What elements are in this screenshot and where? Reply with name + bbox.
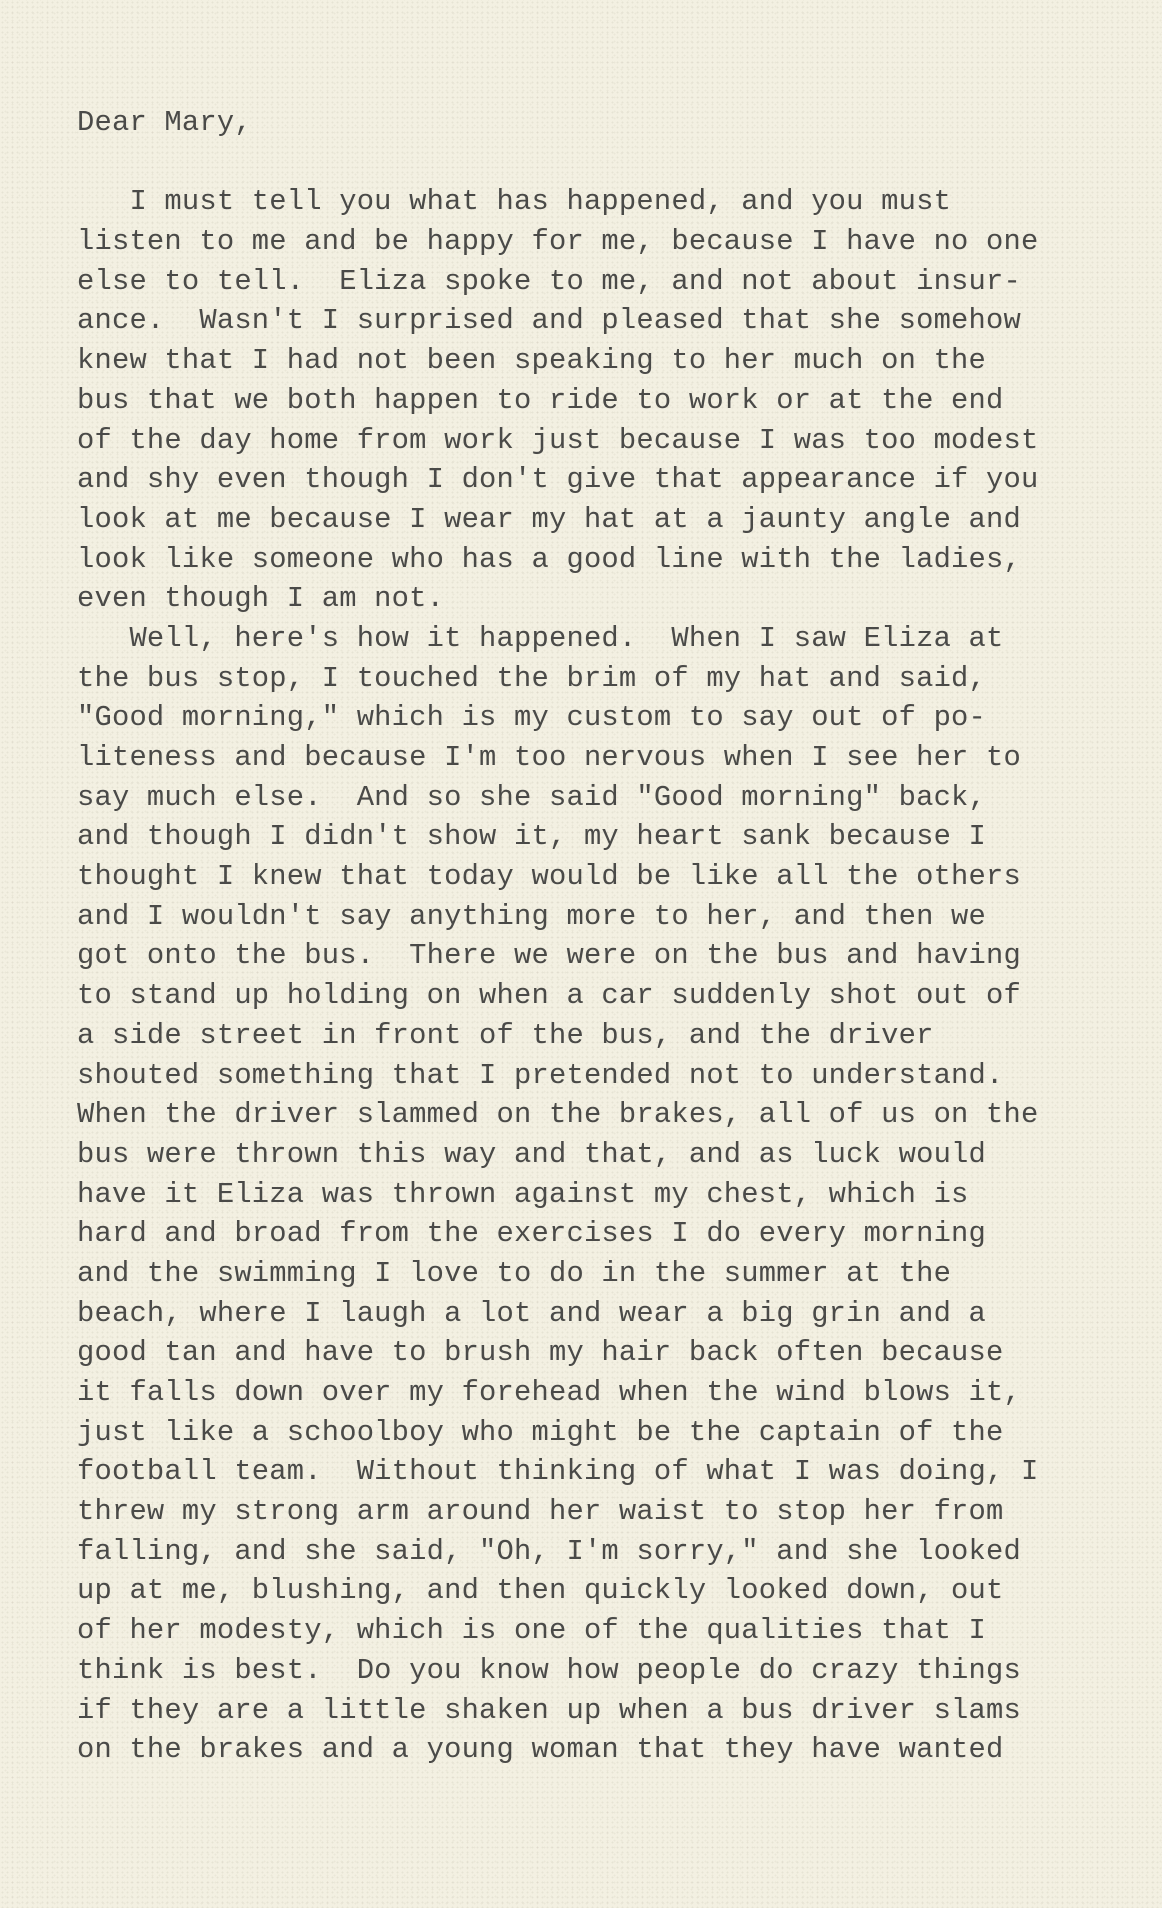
text-line: and shy even though I don't give that appearance if you — [77, 463, 1039, 497]
text-line: knew that I had not been speaking to her much on the — [77, 344, 987, 378]
text-line: even though I am not. — [77, 582, 445, 616]
text-line: bus that we both happen to ride to work or at the end — [77, 383, 1004, 417]
text-line: ance. Wasn't I surprised and pleased that she somehow — [77, 304, 1021, 338]
text-line: say much else. And so she said "Good morning" back, — [77, 780, 987, 814]
text-line: good tan and have to brush my hair back often because — [77, 1336, 1004, 1370]
text-line: "Good morning," which is my custom to say out of po- — [77, 701, 987, 735]
text-line: if they are a little shaken up when a bus driver slams — [77, 1693, 1021, 1727]
text-line: of her modesty, which is one of the qualities that I — [77, 1614, 987, 1648]
text-line: to stand up holding on when a car suddenly shot out of — [77, 979, 1021, 1013]
text-line: have it Eliza was thrown against my chest, which is — [77, 1177, 969, 1211]
text-line: look like someone who has a good line with the ladies, — [77, 542, 1021, 576]
text-line: When the driver slammed on the brakes, all of us on the — [77, 1098, 1039, 1132]
text-line: of the day home from work just because I was too modest — [77, 423, 1039, 457]
text-line: football team. Without thinking of what I was doing, I — [77, 1455, 1039, 1489]
text-line: just like a schoolboy who might be the captain of the — [77, 1415, 1004, 1449]
text-line: listen to me and be happy for me, because I have no one — [77, 225, 1039, 259]
text-line: hard and broad from the exercises I do every morning — [77, 1217, 987, 1251]
salutation: Dear Mary, — [77, 106, 252, 139]
text-line: thought I knew that today would be like all the others — [77, 860, 1021, 894]
text-line: shouted something that I pretended not to understand. — [77, 1058, 1004, 1092]
text-line: falling, and she said, "Oh, I'm sorry," and she looked — [77, 1534, 1021, 1568]
text-line: and I wouldn't say anything more to her, and then we — [77, 899, 987, 933]
text-line: up at me, blushing, and then quickly looked down, out — [77, 1574, 1004, 1608]
text-line: the bus stop, I touched the brim of my hat and said, — [77, 661, 987, 695]
text-line: bus were thrown this way and that, and as luck would — [77, 1137, 987, 1171]
text-line: and though I didn't show it, my heart sank because I — [77, 820, 987, 854]
text-line: liteness and because I'm too nervous when I see her to — [77, 741, 1021, 774]
text-line: beach, where I laugh a lot and wear a big grin and a — [77, 1296, 987, 1330]
text-line: on the brakes and a young woman that they have wanted — [77, 1733, 1004, 1767]
text-line: Well, here's how it happened. When I saw Eliza at — [77, 621, 1004, 655]
letter-body — [77, 103, 1117, 1770]
text-line: look at me because I wear my hat at a jaunty angle and — [77, 502, 1021, 536]
text-line: else to tell. Eliza spoke to me, and not about insur- — [77, 264, 1021, 298]
text-line: I must tell you what has happened, and you must — [77, 185, 952, 219]
letter-text — [77, 182, 1117, 1770]
text-line: it falls down over my forehead when the wind blows it, — [77, 1376, 1021, 1409]
text-line: think is best. Do you know how people do crazy things — [77, 1653, 1021, 1687]
text-line: and the swimming I love to do in the summer at the — [77, 1256, 952, 1290]
text-line: threw my strong arm around her waist to stop her from — [77, 1495, 1004, 1529]
text-line: a side street in front of the bus, and the driver — [77, 1018, 934, 1052]
text-line: got onto the bus. There we were on the bus and having — [77, 939, 1021, 973]
